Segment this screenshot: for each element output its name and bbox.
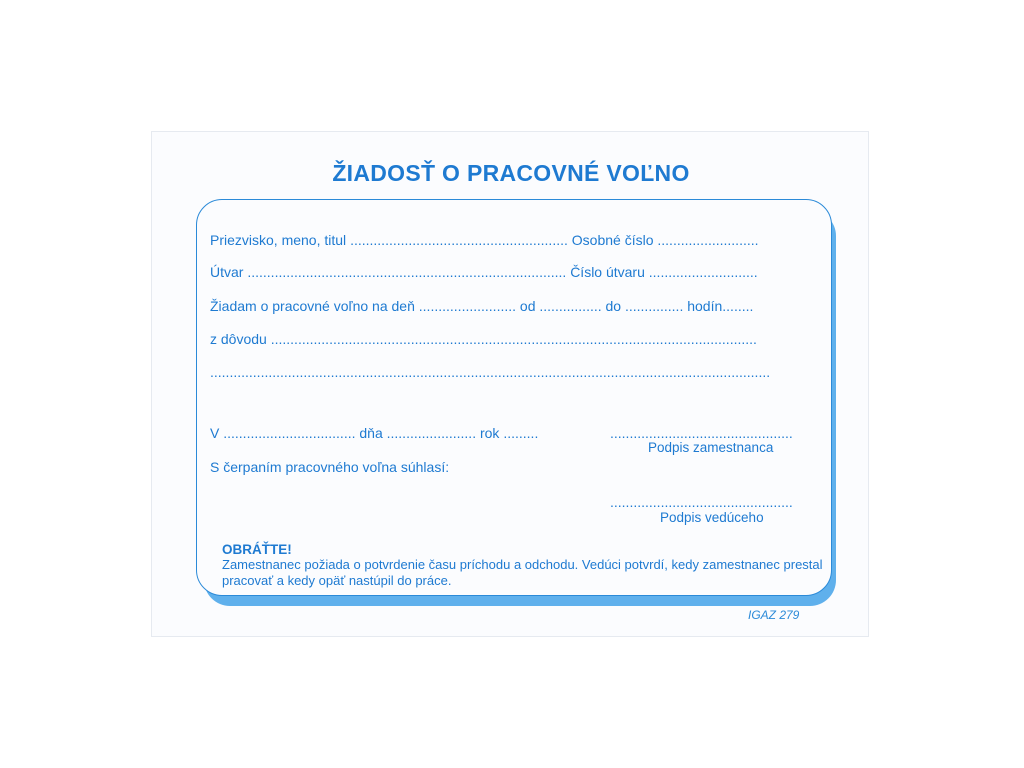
- manager-signature-dots: ...............................................: [610, 494, 793, 510]
- name-field[interactable]: ........................................................: [350, 232, 568, 248]
- row-reason: [210, 331, 757, 347]
- name-label: Priezvisko, meno, titul: [210, 232, 347, 248]
- employee-signature-label: Podpis zamestnanca: [648, 440, 774, 455]
- form-box: [196, 199, 832, 596]
- year-label: rok: [479, 425, 500, 441]
- form-title: ŽIADOSŤ O PRACOVNÉ VOĽNO: [332, 160, 690, 186]
- from-field[interactable]: ................: [539, 298, 602, 314]
- day-field[interactable]: .......................: [386, 425, 477, 441]
- hours-label: hodín: [687, 298, 723, 314]
- reason-label: z dôvodu: [210, 331, 267, 347]
- row-name: [210, 232, 759, 248]
- department-number-label: Číslo útvaru: [570, 264, 645, 280]
- consent-label: S čerpaním pracovného voľna súhlasí:: [210, 459, 450, 475]
- row-leave-request: [210, 298, 753, 314]
- hours-field[interactable]: ........: [722, 298, 754, 314]
- place-label: V: [210, 425, 220, 441]
- leave-day-label: Žiadam o pracovné voľno na deň: [210, 298, 415, 314]
- employee-signature-dots: ...............................................: [610, 425, 793, 441]
- form-code: IGAZ 279: [748, 608, 800, 622]
- from-label: od: [519, 298, 536, 314]
- note-text: Zamestnanec požiada o potvrdenie času príchodu a odchodu. Vedúci potvrdí, kedy zamestnanec prestal pracovať a kedy opäť nastúpil do práce.: [222, 557, 823, 588]
- to-field[interactable]: ...............: [624, 298, 684, 314]
- department-label: Útvar: [210, 264, 244, 280]
- reason-field[interactable]: .............................................................................................................................: [270, 331, 757, 347]
- personal-number-field[interactable]: ..........................: [657, 232, 759, 248]
- employee-signature-field[interactable]: [610, 425, 793, 441]
- form-sheet: [151, 131, 869, 637]
- year-field[interactable]: .........: [503, 425, 539, 441]
- personal-number-label: Osobné číslo: [571, 232, 654, 248]
- leave-day-field[interactable]: .........................: [418, 298, 517, 314]
- row-department: [210, 264, 758, 280]
- day-label: dňa: [359, 425, 383, 441]
- row-place-date: [210, 425, 538, 441]
- row-reason-continued: [210, 364, 770, 380]
- manager-signature-label: Podpis vedúceho: [660, 510, 764, 525]
- to-label: do: [605, 298, 622, 314]
- note-heading: OBRÁŤTE!: [222, 542, 292, 557]
- department-field[interactable]: ..................................................................................: [247, 264, 567, 280]
- department-number-field[interactable]: ............................: [648, 264, 758, 280]
- manager-signature-field[interactable]: [610, 494, 793, 510]
- place-field[interactable]: ..................................: [223, 425, 356, 441]
- reason-field-continued[interactable]: ................................................................................................................................................: [210, 364, 771, 380]
